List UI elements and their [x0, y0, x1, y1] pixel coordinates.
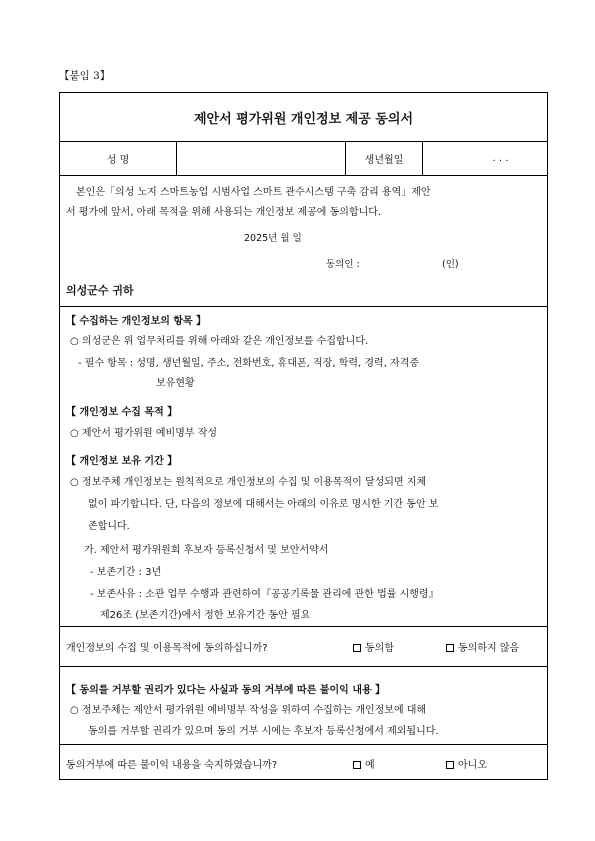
required-items-line2: 보유현황: [156, 378, 195, 389]
form-title: 제안서 평가위원 개인정보 제공 동의서: [193, 111, 414, 127]
refusal-bullet-line2: 동의를 거부할 권리가 있으며 동의 거부 시에는 후보자 등록신청에서 제외됩니다.: [88, 726, 439, 737]
retention-reason-line2: 제26조 (보존기간)에서 정한 보유기간 동안 필요: [100, 610, 311, 621]
no-label: 아니오: [458, 760, 487, 771]
retention-period: - 보존기간 : 3년: [90, 567, 162, 578]
birth-label: 생년월일: [364, 154, 404, 166]
period-sub-item: 가. 제안서 평가위원회 후보자 등록신청서 및 보안서약서: [84, 545, 329, 556]
divider: [60, 175, 547, 176]
period-bullet-line1: ○ 정보주체 개인정보는 원칙적으로 개인정보의 수집 및 이용목적이 달성되면 지체: [70, 477, 427, 488]
section-purpose-bullet: ○ 제안서 평가위원 예비명부 작성: [70, 428, 218, 439]
yes-checkbox[interactable]: [353, 761, 361, 769]
no-checkbox[interactable]: [446, 761, 454, 769]
divider: [60, 626, 547, 627]
name-field[interactable]: [177, 141, 345, 175]
question2-yes-option[interactable]: [353, 756, 375, 771]
section-purpose-heading: 【 개인정보 수집 목적 】: [66, 407, 178, 418]
disagree-label: 동의하지 않음: [458, 643, 520, 654]
signer-label: 동의인 :: [326, 259, 360, 270]
section-refusal-heading: 【 동의를 거부할 권리가 있다는 사실과 동의 거부에 따른 불이익 내용 】: [66, 685, 386, 696]
divider: [60, 306, 547, 307]
consent-text-line1: 본인은「의성 노지 스마트농업 시범사업 스마트 관수시스템 구축 감리 용역」제안: [76, 187, 431, 198]
divider: [60, 666, 547, 667]
consent-date: 2025년 월 일: [244, 233, 302, 244]
question1-agree-option[interactable]: [353, 639, 394, 654]
consent-form: [59, 92, 548, 780]
name-label: 성 명: [106, 154, 130, 166]
agree-checkbox[interactable]: [353, 644, 361, 652]
refusal-bullet-line1: ○ 정보주체는 제안서 평가위원 예비명부 작성을 위하여 수집하는 개인정보에 대해: [70, 705, 427, 716]
question1-text: 개인정보의 수집 및 이용목적에 동의하십니까?: [66, 643, 268, 654]
agree-label: 동의함: [365, 643, 394, 654]
section-period-heading: 【 개인정보 보유 기간 】: [66, 456, 178, 467]
divider: [60, 744, 547, 745]
retention-reason-line1: - 보존사유 : 소관 업무 수행과 관련하여『공공기록물 관리에 관한 법률 시행령』: [90, 589, 439, 600]
required-items-line1: - 필수 항목 : 성명, 생년월일, 주소, 전화번호, 휴대폰, 직장, 학력, 경력, 자격증: [78, 358, 420, 369]
birth-field[interactable]: . . .: [492, 152, 509, 164]
section-items-bullet: ○ 의성군은 위 업무처리를 위해 아래와 같은 개인정보를 수집합니다.: [70, 336, 369, 347]
section-items-heading: 【 수집하는 개인정보의 항목 】: [66, 316, 207, 327]
consent-text-line2: 서 평가에 앞서, 아래 목적을 위해 사용되는 개인정보 제공에 동의합니다.: [66, 207, 382, 218]
seal-mark: (인): [442, 259, 459, 270]
disagree-checkbox[interactable]: [446, 644, 454, 652]
question2-no-option[interactable]: [446, 756, 487, 771]
period-bullet-line2: 없이 파기합니다. 단, 다음의 정보에 대해서는 아래의 이유로 명시한 기간 동안 보: [88, 499, 439, 510]
question1-disagree-option[interactable]: [446, 639, 519, 654]
yes-label: 예: [365, 760, 375, 771]
recipient: 의성군수 귀하: [66, 284, 134, 297]
question2-text: 동의거부에 따른 불이익 내용을 숙지하였습니까?: [66, 760, 278, 771]
period-bullet-line3: 존합니다.: [88, 521, 130, 532]
attachment-label: 【붙임 3】: [59, 70, 111, 82]
